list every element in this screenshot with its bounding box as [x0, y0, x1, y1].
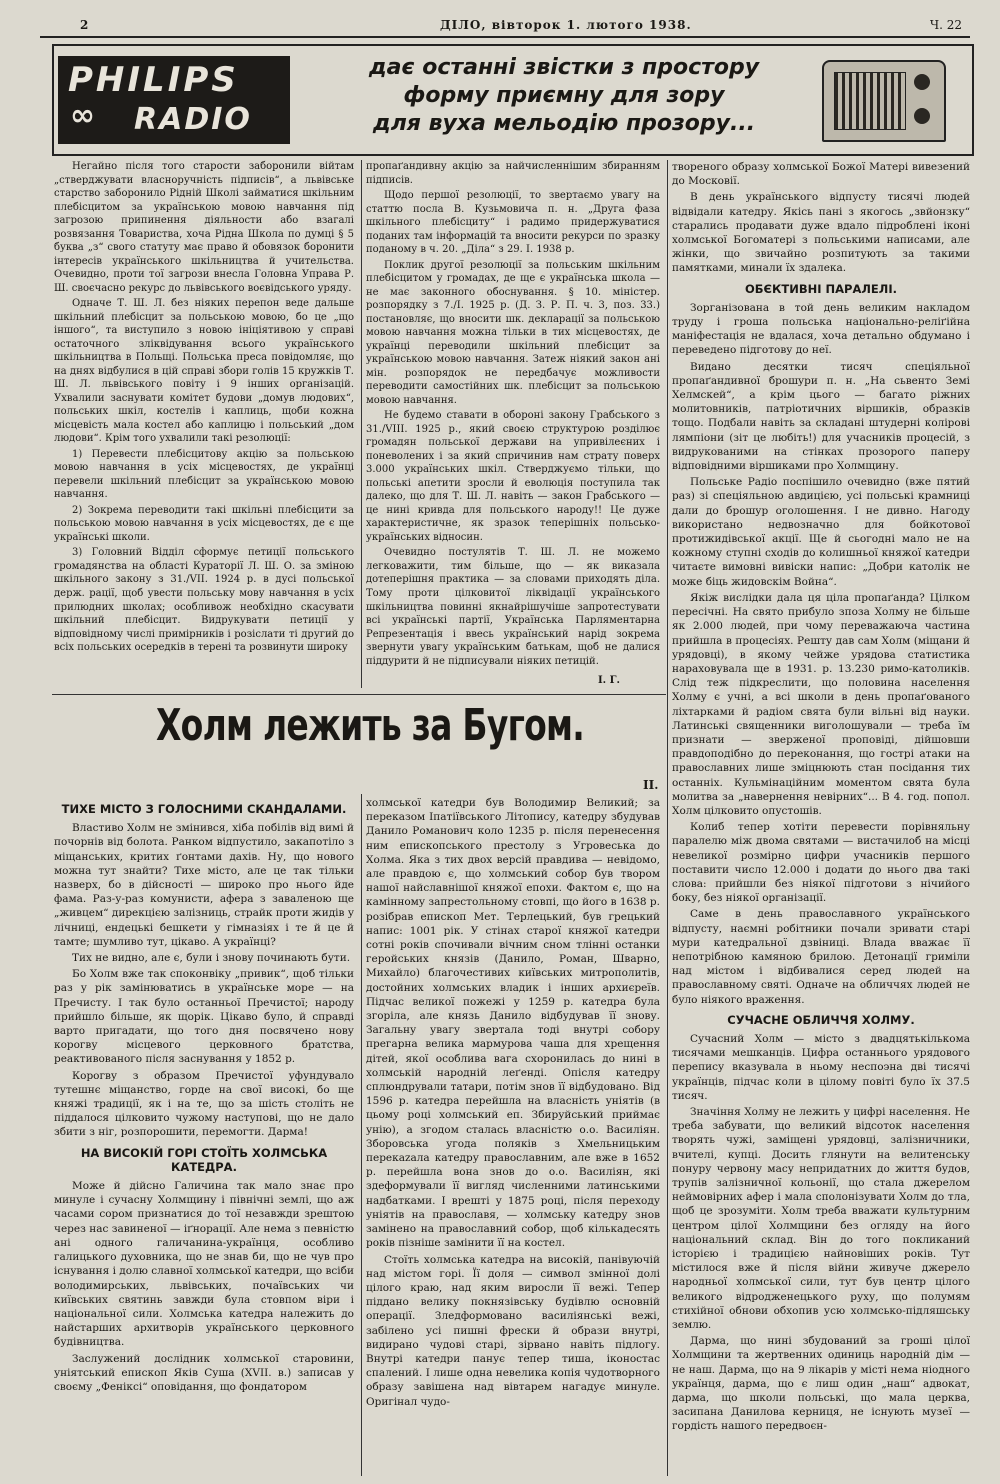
- column-rule: [361, 794, 362, 1476]
- subheading: ТИХЕ МІСТО З ГОЛОСНИМИ СКАНДАЛАМИ.: [61, 802, 347, 816]
- paragraph: Саме в день православного українського відпусту, наємні робітники почали зривати старі мури катедральної дзвіниці. Влада вважає її непотрібною камяною брилою. Детонації гриміли над містом і відбивалися серед людей на православному святі. Одначе на обличчях людей не було ніякого враження.: [672, 908, 970, 1006]
- slogan-line: для вуха мельодію прозору...: [372, 111, 756, 136]
- paragraph: Щодо першої резолюції, то звертаємо увагу на статтю посла В. Кузьмовича п. н. „Друга фаза шкільного плебісциту“ і радимо придержуватися поданих там інформацій та вносити рекурси по зразку поданому в ч. 20. „Діла“ з 29. І. 1938 р.: [366, 190, 660, 256]
- part-number: II.: [643, 778, 659, 792]
- paragraph: Негайно після того старости заборонили війтам „стверджувати власноручність підписів“, а львівське старство заборонило Рідній Школі займатися шкільним плебісцитом за українською мовою навчання під загрозою припинення діяльности або взагалі розвязання Товариства, хоча Рідна Школа по думці § 5 буква „з“ свого статуту має право й обовязок боронити інтересів українського шкільництва й учительства. Очевидно, проти тої загрози внесла Головна Управа Р. Ш. своєчасно рекурс до львівського воєвідського уряду.: [54, 161, 354, 294]
- subheading: ОБЄКТИВНІ ПАРАЛЕЛІ.: [745, 281, 897, 296]
- column-rule: [361, 160, 362, 688]
- paragraph: 3) Головний Відділ сформує петиції польського громадянства на області Кураторії Л. Ш. О. за зміною шкільного закону з 31./VII. 1924 р. в дусі польської держ. рації, щоб увести польську мову навчання в усіх прилюдних школах; особливож необхідно скасувати шкільний плебісцит. Видрукувати петиції у відповідному числі примірників і розіслати ті другий до всіх польських осередків в терені та розвинути широку: [54, 547, 354, 654]
- paragraph: Зорганізована в той день великим накладом труду і гроша польська національно-реліґійна маніфестація не вдалася, хоча детально обдумано і переведено підготову до неї.: [672, 301, 970, 357]
- paragraph: Значіння Холму не лежить у цифрі населення. Не треба забувати, що великий відсоток населення творять чужі, заміщені урядовці, залізничники, вчителі, купці. Досить глянути на велитенську понуру червону масу непридатних до життя будов, трупів залізничної кольонії, що стала джерелом неймовірних афер і мала сполонізувати Холм до тла, щоб це зрозуміти. Холм треба вважати культурним центром цілої Холмщини без огляду на його національний склад. Він до того покликаний історією і традицією найновіших років. Тут містилося вже й після війни живуче джерело народньої холмської сили, тут був центр цілого великого відродженецького руху, що полумям стихійної обнови обхопив усю холмсько-підляшську землю.: [672, 1106, 970, 1332]
- author-signature: І. Г.: [597, 675, 620, 687]
- radio-knob-icon: [914, 108, 930, 124]
- ad-slogan: [304, 54, 824, 138]
- section-rule: [52, 694, 666, 695]
- paragraph: Одначе Т. Ш. Л. без ніяких перепон веде дальше шкільний плебісцит за польською мовою, бо це „що іншого“, та виступило з новою ініціятивою у справі остаточного зліквідування всього українського шкільництва в Польщі. Польська преса повідомляє, що на днях відбулися в цій справі збори голів 15 кружків Т. Ш. Л. львівського повіту і 9 інших організацій. Ухвалили заснувати комітет будови „домув людових“, польських шкіл, костелів і каплиць, щоби кожна місцевість мала костел або каплицю і польський „дом людови“. Крім того ухвалили такі резолюції:: [54, 298, 354, 445]
- column-rule: [667, 160, 668, 1476]
- paragraph: Сучасний Холм — місто з двадцятькількома тисячами мешканців. Цифра останнього урядового перепису вказувала в ньому неспоэна дві тисячі українців, підчас коли в цілому повіті було їх 37.5 тисяч.: [672, 1032, 970, 1102]
- paragraph: Поклик другої резолюції за польським шкільним плебісцитом у громадах, де ще є українська школа — не має законного обоснування. § 10. міністер. розпорядку з 7./І. 1925 р. (Д. З. Р. П. ч. 3, поз. 33.) постановляє, що вносити шк. декларації за польською мовою навчання можна тільки в тих місцевостях, де українці переводили шкільний плебісцит за українською мовою навчання. Затеж ніякий закон ані мін. розпорядок не передбачує можливости переводити самостійних шк. плебісцит за польською мовою навчання.: [366, 259, 660, 406]
- article-column-3: [672, 160, 970, 1436]
- paragraph: Дарма, що нині збудований за гроші цілої Холмщини та жертвенних одиниць народній дім — не наш. Дарма, що на 9 лікарів у місті нема ніодного українця, дарма, що є лиш один „наш“ адвокат, дарма, що школи польські, що мала церква, засипана Данилова керниця, не існують музеї — гордість нашого передвоєн-: [672, 1335, 970, 1433]
- paragraph: Властиво Холм не змінився, хіба побілів від вимі й почорнів від болота. Ранком відпустило, закапотіло з міщанських, критих ґонтами дахів. Ну, що нового можна тут знайти? Тихе місто, але це так тільки назверх, бо в дійсності — широко про нього йде фама. Раз-у-раз комунисти, афера з заваленою ще „живцем“ дирекцією залізниць, страйк проти жидів у лічниці, ендецькі бешкети у гімназіях і те й це й тамте; шумливо тут, цікаво. А українці?: [54, 822, 354, 948]
- paragraph: Стоїть холмська катедра на високій, панівуючій над містом горі. Її доля — символ змінної долі цілого краю, над яким виросли її вежі. Тепер піддано велику покнязівську будівлю основній операції. Зледформовано василіянські вежі, забілено усі пишні фрески й образи внутрі, видирано чудові старі, зірвано навіть підлогу. Внутрі катедри панує тепер тиша, іконостас спалений. І лише одна невелика копія чудотворного образу завішена над вівтарем нагадує минуле. Оригінал чудо-: [366, 1253, 660, 1408]
- subheading: НА ВИСОКІЙ ГОРІ СТОЇТЬ ХОЛМСЬКА КАТЕДРА.: [80, 1145, 328, 1174]
- paragraph: Може й дійсно Галичина так мало знає про минуле і сучасну Холмщину і північні землі, що аж часами сором признатися до тої незавжди зрештою через нас завиненої — іґнорації. Але нема з певністю ані одного галичанина-українця, особливо галицького духовника, що не знав би, що не чув про існування і долю славної холмської катедри, що всіби володимирських, львівських, почаївських чи київських святинь завжди була стовпом віри і національної сили. Холмська катедра належить до найстарших архитворів українського церковного будівництва.: [54, 1180, 354, 1349]
- feature-column-1: [54, 796, 354, 1396]
- masthead: ДІЛО, вівторок 1. лютого 1938.: [440, 18, 692, 32]
- philips-logo: [58, 56, 290, 144]
- feature-column-2: [366, 796, 660, 1411]
- radio-set-icon: [822, 60, 946, 142]
- philips-radio-ad: [52, 44, 974, 156]
- paragraph: Заслужений дослідник холмської старовини, уніятський епископ Яків Суша (XVII. в.) записав у своєму „Феніксі“ оповідання, що фондатором: [54, 1352, 354, 1393]
- paragraph: В день українського відпусту тисячі людей відвідали катедру. Якісь пані з якогось „звйонзку“ старались продавати дуже вдало підроблені іконі холмської Богоматері з польськими написами, але жінки, що звичайно розпитують за такими памятками, минали їх здалека.: [672, 191, 970, 275]
- paragraph: пропаґандивну акцію за найчисленнішим збиранням підписів.: [366, 161, 660, 186]
- paragraph: Тих не видно, але є, були і знову починають бути.: [72, 952, 351, 965]
- feature-title: Холм лежить за Бугом.: [155, 700, 585, 751]
- subheading: СУЧАСНЕ ОБЛИЧЧЯ ХОЛМУ.: [727, 1012, 915, 1027]
- paragraph: твореного образу холмської Божої Матері вивезений до Московії.: [672, 161, 970, 188]
- paragraph: Польське Радіо поспішило очевидно (вже пятий раз) зі спеціяльною авдицією, усі польські крамниці дали до брошур оголошення. І не дивно. Нагоду використано недвозначно для бойкотової протижидівської акції. Ще й сьогодні мало не на кожному ступні сходів до колишньої княжої катедри читаєте вимовні вивіски напис: „Добри католік не може біць жидовскім Война“.: [672, 476, 970, 588]
- logo-radio: RADIO: [134, 102, 252, 137]
- paragraph: 1) Перевести плебісцитову акцію за польською мовою навчання в усіх місцевостях, де українці перевели шкільний плебісцит за українською мовою навчання.: [54, 448, 354, 501]
- page-number: 2: [80, 18, 89, 32]
- paragraph: Корогву з образом Пречистої уфундувало тутешнє міщанство, горде на свої високі, бо ще княжі традиції, як і на те, що за шість століть не піддалося цілковито чужому наступові, що не дало збити з ніг, розпорошити, перемогти. Дарма!: [54, 1069, 354, 1139]
- article-column-2: [366, 160, 660, 688]
- paragraph: Якіж вислідки дала ця ціла пропаґанда? Цілком пересічні. На свято прибуло зпоза Холму не більше як 2.000 людей, при чому переважаюча частина прийшла в процесіях. Решту дав сам Холм (міщани й урядовці), в якому чейже урядова статистика нараховувала ще в 1931. р. 13.230 римо-католиків. Слід теж підкреслити, що половина населення Холму є учні, а всі школи в день пропаґованого ліхтарками й радіом свята були вільні від науки. Латинські священники виголошували — треба їм признати — зверженої проповіді, дійшовши правдоподібно до переконання, що гострі атаки на православних лише зміцнюють стан посідання тих останніх. Кульмінаційним моментом свята була молитва за „навернення невірних“... В 4. год. попол. Холм цілковито опустошів.: [672, 591, 970, 817]
- paragraph: 2) Зокрема переводити такі шкільні плебісцити за польською мовою навчання в усіх місцевостях, де є ще українські школи.: [54, 504, 354, 543]
- page-header: [40, 12, 970, 38]
- issue-number: Ч. 22: [929, 18, 962, 32]
- paragraph: Очевидно постулятів Т. Ш. Л. не можемо легковажити, тим більше, що — як виказала дотеперішня практика — за словами приходять діла. Тому проти цілковитої ліквідації українського шкільництва повинні якнайрішучіше запротестувати всі українські партії, Українська Парляментарна Репрезентація і ввесь український нарід зокрема звернути увагу українським батькам, щоб не далися піддурити й не підписували ніяких петицій.: [366, 547, 660, 667]
- slogan-line: дає останні звістки з простору: [368, 55, 760, 80]
- slogan-line: форму приємну для зору: [403, 83, 725, 108]
- paragraph: холмської катедри був Володимир Великий; за переказом Іпатіївського Літопису, катедру збудував Данило Романович коло 1235 р. після перенесення ним епископського престолу з Угровеська до Холма. Яка з тих двох версій правдива — невідомо, але правдою є, що холмський собор був твором нашої найславнішої княжої епохи. Фактом є, що на камінному запрестольному стовпі, що його в 1638 р. розібрав епископ Мет. Терлецький, був грецький напис: 1001 рік. У стінах старої княжої катедри сотні років спочивали вічним сном тлінні останки геройських князів (Данило, Роман, Шварно, Михайло) благочестивих київських митрополитів, достойних холмських владик і інших архиєреїв. Підчас великої пожежі у 1259 р. катедра була згоріла, але князь Данило відбудував її знову. Загальну увагу звертала тоді внутрі собору прегарна велика мармурова чаша для хрещення дітей, якої особлива вага схоронилась до нині в холмській народній леґенді. Опісля катедру сплюндрували татари, потім знов її відбудовано. Від 1596 р. катедра перейшла на власність уніятів (в цьому році холмський еп. Збируйський приймає унію), а згодом сталась власністю о.о. Василіян. Зборовська угода поляків з Хмельницьким перекazала катедру православним, але вже в 1652 р. перейшла вона знов до о.о. Василіян, які здеформували її вигляд численними латинськими надбатками. І врешті у 1875 році, після переходу уніятів на православя, — холмську катедру знов замінено на православний собор, щоб кількадесять років пізніше замінити її на костел.: [366, 797, 660, 1250]
- article-column-1: [54, 160, 354, 657]
- swirl-icon: ∞: [70, 98, 95, 133]
- paragraph: Колиб тепер хотіти перевести порівняльну паралелю між двома святами — вистачилоб на місці невеликої розмірно цифри учасників першого поставити число 12.000 і додати до нього два такі слова: прийшли без ніякої підготови з нічийого боку, без ніякої організації.: [672, 821, 970, 905]
- paragraph: Не будемо ставати в обороні закону Грабського з 31./VIII. 1925 р., який своєю структурою розділює громадян польської держави на упривілеєних і поневолених і за який спричинив нам страту поверх 3.000 українських шкіл. Стверджуємо тільки, що польські апетити зросли й еволюція поступила так далеко, що для Т. Ш. Л. навіть — закон Грабського — це нині кривда для польського народу!! Це дуже характеристичне, як зразок теперішніх польсько-українських відносин.: [366, 410, 660, 543]
- paragraph: Бо Холм вже так споконвіку „привик“, щоб тільки раз у рік замінюватись в українське море — на Пречисту. І так було останньої Пречистої; народу прийшло більше, як щорік. Цікаво було, й справді варто пригадати, що того дня посвячено нову корогву місцевого церковного братства, реактивованого після заснування у 1852 р.: [54, 968, 354, 1066]
- paragraph: Видано десятки тисяч спеціяльної пропаґандивної брошури п. н. „На сьвенто Земі Хелмскей“, а крім цього — багато ріжних молитовників, патріотичних віршиків, образків тощо. Подбали навіть за складані штудерні колірові лямпіони (зіт це любіть!) для учасників процесій, з видрукованими на стінках прозорого паперу відповідними віршиками про Холмщину.: [672, 360, 970, 473]
- logo-brand: PHILIPS: [68, 60, 239, 100]
- radio-grille: [834, 72, 906, 130]
- radio-knob-icon: [914, 74, 930, 90]
